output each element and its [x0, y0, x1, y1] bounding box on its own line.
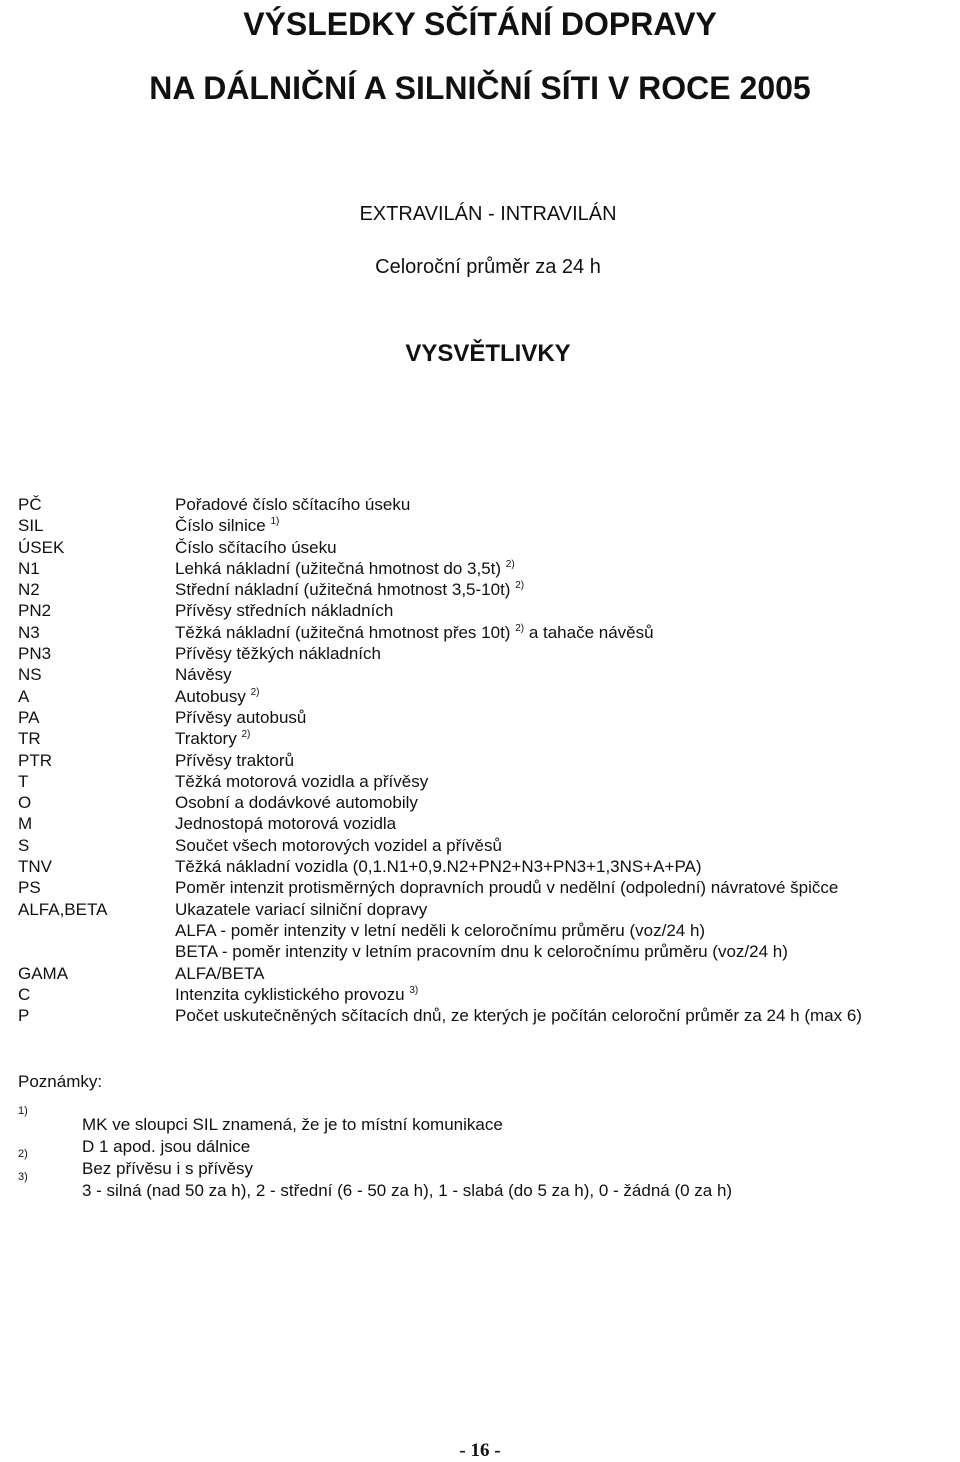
legend-abbreviation: S	[18, 835, 30, 855]
legend-description	[175, 515, 279, 536]
legend-abbreviation: M	[18, 814, 33, 834]
legend-description	[175, 537, 337, 558]
legend-row	[18, 494, 948, 515]
legend-description	[175, 707, 306, 728]
legend-description-text: Číslo sčítacího úseku	[175, 537, 337, 557]
legend-description-text: Přívěsy traktorů	[175, 750, 295, 770]
note-line-4: 3 - silná (nad 50 za h), 2 - střední (6 - 50 za h), 1 - slabá (do 5 za h), 0 - žádná (0 za h)	[82, 1181, 733, 1200]
legend-description	[175, 1005, 862, 1026]
legend-description-tail: a tahače návěsů	[528, 622, 654, 642]
legend-row	[18, 792, 948, 813]
legend-description-text: Pořadové číslo sčítacího úseku	[175, 495, 411, 514]
legend-description	[175, 813, 396, 834]
note-line-1: MK ve sloupci SIL znamená, že je to místní komunikace	[82, 1115, 503, 1134]
legend-row	[18, 899, 948, 920]
legend-row	[18, 558, 948, 579]
legend-abbreviation: P	[18, 1006, 30, 1026]
legend-footnote-ref: 3)	[409, 984, 419, 996]
legend-description-text: ALFA - poměr intenzity v letní neděli k celoročnímu průměru (voz/24 h)	[175, 920, 706, 940]
legend-description	[175, 899, 427, 920]
legend-description	[175, 728, 250, 749]
legend-abbreviation: PN2	[18, 601, 52, 621]
legend-description-text: Poměr intenzit protisměrných dopravních proudů v nedělní (odpolední) návratové špičce	[175, 878, 839, 898]
legend-description	[175, 686, 260, 707]
legend-abbreviation: O	[18, 793, 32, 813]
legend-description	[175, 622, 654, 643]
legend-description-text: Přívěsy těžkých nákladních	[175, 644, 381, 664]
legend-row	[18, 537, 948, 558]
legend-row	[18, 984, 948, 1005]
legend-row	[18, 664, 948, 685]
legend-description	[175, 856, 702, 877]
legend-description-text: Návěsy	[175, 665, 232, 685]
legend-description-text: Ukazatele variací silniční dopravy	[175, 899, 428, 919]
legend-row	[18, 877, 948, 898]
legend-footnote-ref: 2)	[250, 686, 260, 698]
legend-footnote-ref: 2)	[515, 622, 525, 634]
legend-description-text: BETA - poměr intenzity v letním pracovním dnu k celoročnímu průměru (voz/24 h)	[175, 942, 788, 962]
document-title-line-2: NA DÁLNIČNÍ A SILNIČNÍ SÍTI V ROCE 2005	[149, 70, 811, 106]
legend-description	[175, 941, 788, 962]
legend-footnote-ref: 1)	[270, 516, 280, 528]
legend-abbreviation: PN3	[18, 644, 52, 664]
legend-abbreviation: TR	[18, 729, 41, 749]
legend-description-text: Přívěsy středních nákladních	[175, 601, 394, 621]
legend-row	[18, 1005, 948, 1026]
legend-description-text: Počet uskutečněných sčítacích dnů, ze kterých je počítán celoroční průměr za 24 h (max 6)	[175, 1006, 862, 1026]
legend-description-text: Autobusy	[175, 686, 246, 706]
legend-description	[175, 643, 381, 664]
legend-row	[18, 515, 948, 536]
legend-abbreviation: N2	[18, 580, 40, 600]
legend-description	[175, 771, 428, 792]
legend-description	[175, 835, 502, 856]
legend-abbreviation: N1	[18, 558, 40, 578]
legend-abbreviation: TNV	[18, 857, 52, 877]
legend-description-text: Lehká nákladní (užitečná hmotnost do 3,5t)	[175, 558, 502, 578]
legend-abbreviation: A	[18, 686, 30, 706]
legend-description-text: Jednostopá motorová vozidla	[175, 814, 397, 834]
legend-row	[18, 686, 948, 707]
legend-abbreviation: T	[18, 771, 29, 791]
note-line-2: D 1 apod. jsou dálnice	[82, 1137, 251, 1156]
legend-description-text: Těžká nákladní vozidla (0,1.N1+0,9.N2+PN2+N3+PN3+1,3NS+A+PA)	[175, 857, 702, 877]
legend-description-text: ALFA/BETA	[175, 963, 265, 983]
note-mark-1: 1)	[18, 1105, 28, 1117]
legend-footnote-ref: 2)	[515, 580, 525, 592]
legend-description	[175, 963, 264, 984]
legend-description-text: Traktory	[175, 729, 237, 749]
legend-abbreviation: PČ	[18, 495, 42, 514]
legend-description	[175, 600, 393, 621]
note-mark-3: 3)	[18, 1171, 28, 1183]
legend-row	[18, 835, 948, 856]
legend-abbreviation: PS	[18, 878, 41, 898]
legend-row	[18, 941, 948, 962]
legend-description-text: Střední nákladní (užitečná hmotnost 3,5-10t)	[175, 580, 511, 600]
legend-description	[175, 792, 418, 813]
legend-footnote-ref: 2)	[241, 729, 251, 741]
legend-abbreviation: N3	[18, 622, 40, 642]
legend-description	[175, 920, 705, 941]
section-title: VYSVĚTLIVKY	[405, 340, 571, 367]
note-mark-2: 2)	[18, 1148, 28, 1160]
legend-description	[175, 750, 294, 771]
legend-description	[175, 664, 232, 685]
legend-abbreviation: PA	[18, 707, 40, 727]
legend-row	[18, 771, 948, 792]
legend-row	[18, 643, 948, 664]
legend-row	[18, 579, 948, 600]
legend-description	[175, 494, 410, 515]
legend-description	[175, 984, 418, 1005]
legend-abbreviation: SIL	[18, 516, 44, 536]
legend-description-text: Číslo silnice	[175, 516, 266, 536]
subtitle-area: EXTRAVILÁN - INTRAVILÁN	[359, 203, 617, 225]
legend-abbreviation: NS	[18, 665, 42, 685]
page-number: - 16 -	[459, 1440, 501, 1461]
legend-list	[18, 494, 948, 1026]
legend-description-text: Intenzita cyklistického provozu	[175, 984, 405, 1004]
note-line-3: Bez přívěsu i s přívěsy	[82, 1159, 254, 1178]
legend-description-text: Přívěsy autobusů	[175, 707, 307, 727]
legend-row	[18, 920, 948, 941]
legend-abbreviation: PTR	[18, 750, 52, 770]
legend-row	[18, 622, 948, 643]
legend-description-text: Těžká motorová vozidla a přívěsy	[175, 771, 429, 791]
legend-abbreviation: C	[18, 984, 31, 1004]
legend-row	[18, 750, 948, 771]
legend-abbreviation: ALFA,BETA	[18, 899, 108, 919]
legend-row	[18, 813, 948, 834]
legend-row	[18, 600, 948, 621]
legend-description-text: Těžká nákladní (užitečná hmotnost přes 10t)	[175, 622, 511, 642]
legend-description	[175, 877, 838, 898]
document-title-line-1: VÝSLEDKY SČÍTÁNÍ DOPRAVY	[243, 6, 717, 42]
notes-heading: Poznámky:	[18, 1072, 103, 1091]
legend-description-text: Osobní a dodávkové automobily	[175, 793, 418, 813]
legend-row	[18, 707, 948, 728]
legend-row	[18, 856, 948, 877]
legend-description	[175, 558, 515, 579]
legend-description	[175, 579, 524, 600]
legend-row	[18, 963, 948, 984]
subtitle-period: Celoroční průměr za 24 h	[375, 256, 601, 278]
legend-footnote-ref: 2)	[505, 558, 515, 570]
legend-description-text: Součet všech motorových vozidel a přívěsů	[175, 835, 502, 855]
legend-row	[18, 728, 948, 749]
legend-abbreviation: GAMA	[18, 963, 69, 983]
legend-abbreviation: ÚSEK	[18, 537, 65, 557]
